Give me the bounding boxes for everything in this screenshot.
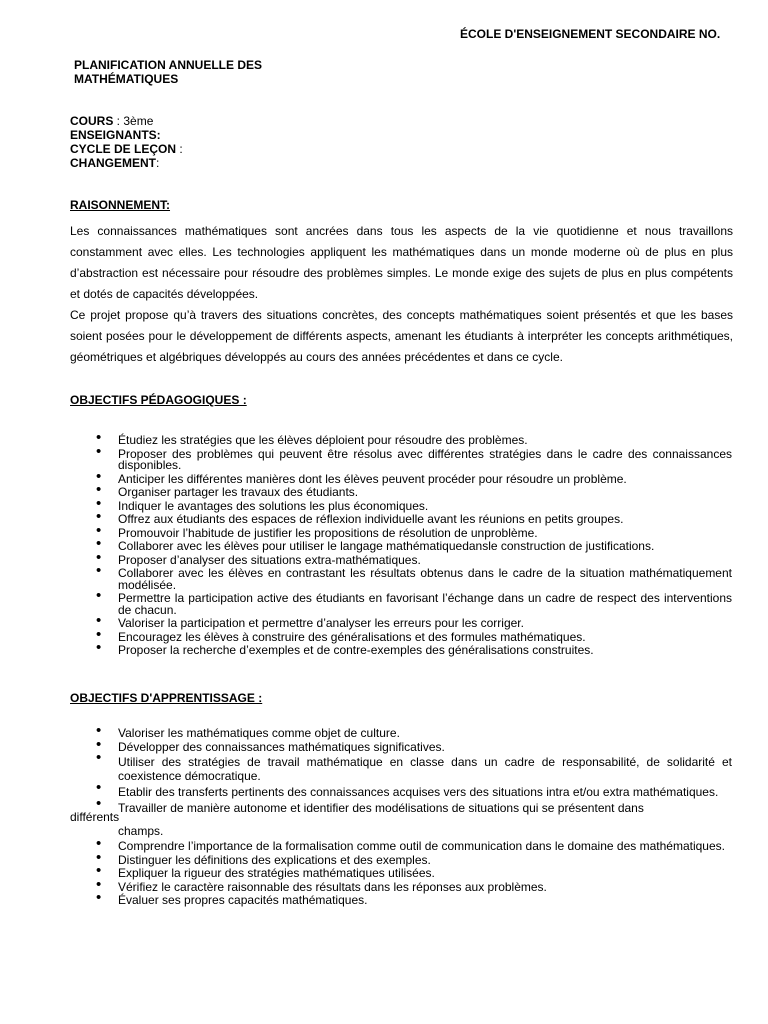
school-name: ÉCOLE D'ENSEIGNEMENT SECONDAIRE NO.	[460, 27, 721, 41]
bullet-icon: •	[96, 535, 102, 552]
bullet-icon: •	[96, 442, 102, 460]
list-item-overflow: différents	[70, 810, 120, 824]
course-info	[70, 114, 183, 170]
bullet-icon: •	[96, 429, 102, 446]
bullet-icon: •	[96, 848, 102, 866]
document-title: PLANIFICATION ANNUELLE DES MATHÉMATIQUES	[74, 58, 262, 86]
list-item: • Comprendre l’importance de la formalisation comme outil de communication dans le domaine des mathématiques.	[96, 835, 725, 853]
reasoning-paragraph-2: Ce projet propose qu’à travers des situations concrètes, des concepts mathématiques soient présentés et que les bases soient posées pour le développement de différents aspects, amenant les étudiants à interpréter les concepts arithmétiques, géométriques et algébriques développés au cours des années précédentes et dans ce cycle.	[70, 308, 733, 364]
change-value: :	[156, 156, 160, 170]
bullet-icon: •	[96, 508, 102, 525]
list-item: • Offrez aux étudiants des espaces de réflexion individuelle avant les réunions en petits groupes.	[96, 508, 624, 526]
list-item: • Utiliser des stratégies de travail mathématique en classe dans un cadre de responsabilité, de solidarité et coexistence démocratique.	[96, 749, 732, 783]
bullet-icon: •	[96, 862, 102, 879]
cycle-label: CYCLE DE LEÇON	[70, 142, 177, 156]
reasoning-heading: RAISONNEMENT:	[70, 198, 171, 212]
teachers-line	[70, 128, 183, 142]
list-item: • Proposer d’analyser des situations extra-mathématiques.	[96, 548, 421, 567]
list-item: • Vérifiez le caractère raisonnable des résultats dans les réponses aux problèmes.	[96, 875, 547, 894]
list-item: • Développer des connaissances mathématiques significatives.	[96, 735, 445, 754]
bullet-icon: •	[96, 779, 102, 796]
list-item: • Distinguer les définitions des explications et des exemples.	[96, 848, 431, 867]
bullet-icon: •	[96, 722, 102, 739]
bullet-icon: •	[96, 612, 102, 629]
cycle-line	[70, 142, 183, 156]
list-item: • Collaborer avec les élèves pour utiliser le langage mathématiquedansle construction de justifications.	[96, 535, 655, 553]
list-item: • Etablir des transferts pertinents des connaissances acquises vers des situations intra et/ou extra mathématiques.	[96, 779, 719, 799]
list-item: • Travailler de manière autonome et identifier des modélisations de situations qui se présentent dans différents champs.	[96, 801, 732, 837]
cycle-value: :	[176, 142, 183, 156]
bullet-icon: •	[96, 494, 102, 512]
course-value: : 3ème	[113, 114, 154, 128]
bullet-icon: •	[96, 749, 102, 766]
list-item: • Expliquer la rigueur des stratégies mathématiques utilisées.	[96, 862, 435, 880]
reasoning-paragraph-1: Les connaissances mathématiques sont ancrées dans tous les aspects de la vie quotidienne et nous travaillons constamment avec elles. Les technologies appliquent les mathématiques dans un monde moderne où de plus en plus d’abstraction est nécessaire pour résoudre des problèmes simples. Le monde exige des sujets de plus en plus compétents et dotés de capacités développées.	[70, 224, 733, 301]
list-item: • Anticiper les différentes manières dont les élèves peuvent procéder pour résoudre un problème.	[96, 467, 627, 486]
bullet-icon: •	[96, 795, 102, 812]
list-item: • Proposer la recherche d’exemples et de contre-exemples des généralisations construites.	[96, 639, 594, 657]
bullet-icon: •	[96, 835, 102, 852]
learning-heading: OBJECTIFS D'APPRENTISSAGE :	[70, 691, 263, 705]
bullet-icon: •	[96, 875, 102, 893]
list-item: • Organiser partager les travaux des étudiants.	[96, 481, 359, 499]
list-item: • Valoriser la participation et permettre d’analyser les erreurs pour les corriger.	[96, 612, 524, 630]
bullet-icon: •	[96, 587, 102, 604]
bullet-icon: •	[96, 521, 102, 539]
pedagogical-objectives-list	[96, 429, 732, 657]
list-item-continuation: champs.	[118, 824, 164, 838]
change-label: CHANGEMENT	[70, 156, 156, 170]
bullet-icon: •	[96, 562, 102, 579]
list-item: • Promouvoir l’habitude de justifier les propositions de résolution de unproblème.	[96, 521, 538, 540]
list-item: • Proposer des problèmes qui peuvent être résolus avec différentes stratégies dans le cadre des connaissances disponibles.	[96, 442, 732, 472]
list-item: • Étudiez les stratégies que les élèves déploient pour résoudre des problèmes.	[96, 429, 528, 447]
bullet-icon: •	[96, 889, 102, 906]
list-item: • Indiquer le avantages des solutions les plus économiques.	[96, 494, 429, 513]
list-item: • Permettre la participation active des étudiants en favorisant l’échange dans un cadre de respect des interventions de chacun.	[96, 587, 732, 617]
bullet-icon: •	[96, 625, 102, 643]
list-item: • Encouragez les élèves à construire des généralisations et des formules mathématiques.	[96, 625, 586, 644]
list-item: • Évaluer ses propres capacités mathématiques.	[96, 889, 368, 907]
bullet-icon: •	[96, 481, 102, 498]
bullet-icon: •	[96, 467, 102, 485]
list-item: • Collaborer avec les élèves en contrastant les résultats obtenus dans le cadre de la situation mathématiquement modélisée.	[96, 562, 732, 592]
bullet-icon: •	[96, 735, 102, 753]
list-item: • Valoriser les mathématiques comme objet de culture.	[96, 722, 400, 740]
teachers-label: ENSEIGNANTS:	[70, 128, 161, 142]
bullet-icon: •	[96, 548, 102, 566]
course-line	[70, 114, 183, 128]
bullet-icon: •	[96, 639, 102, 656]
pedagogical-heading: OBJECTIFS PÉDAGOGIQUES :	[70, 393, 247, 407]
learning-objectives-list	[70, 722, 732, 907]
course-label: COURS	[70, 114, 114, 128]
change-line	[70, 156, 183, 170]
